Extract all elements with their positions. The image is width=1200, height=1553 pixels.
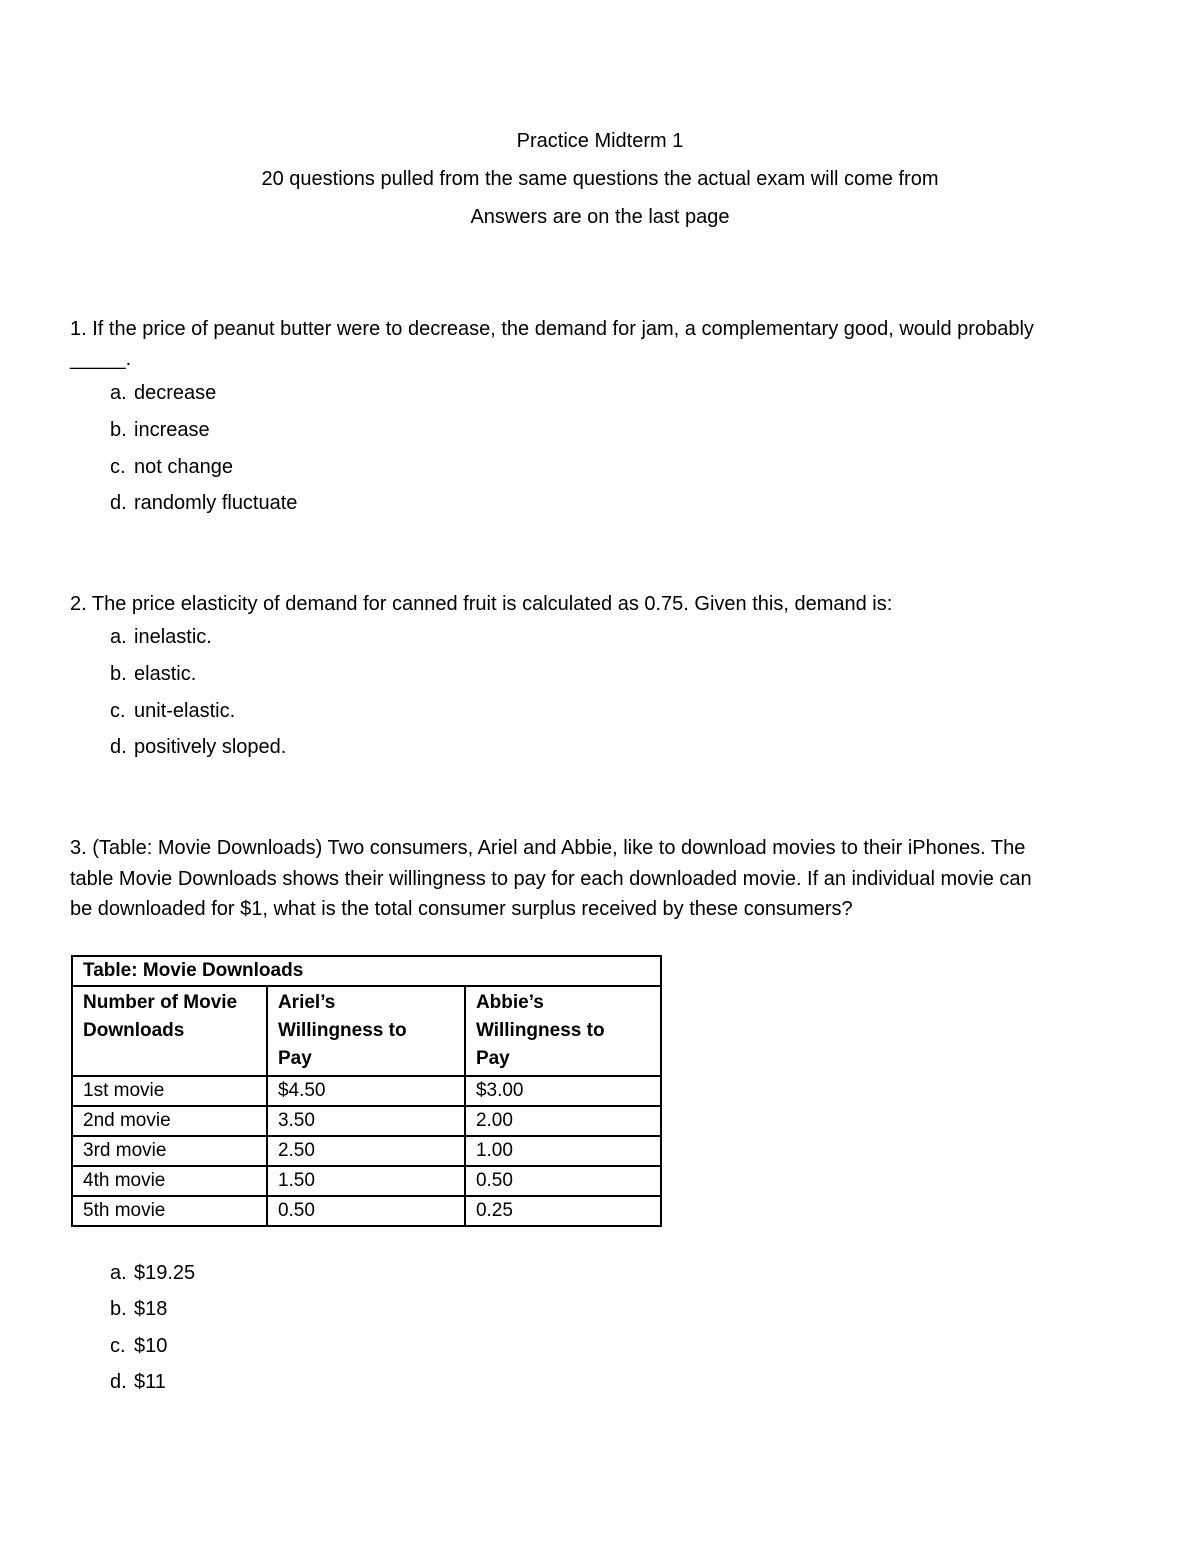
table-header-row xyxy=(72,986,661,1076)
answer-option xyxy=(110,1260,195,1286)
question-text-line: 3. (Table: Movie Downloads) Two consumers, Ariel and Abbie, like to download movies to their iPhones. The xyxy=(70,837,1026,859)
column-header-ariel xyxy=(267,986,465,1076)
option-letter: d. xyxy=(110,736,127,758)
header-line: Downloads xyxy=(83,1020,185,1041)
table-row xyxy=(72,1136,661,1166)
option-text: $11 xyxy=(134,1371,166,1393)
table-cell: $4.50 xyxy=(267,1076,465,1106)
header-line: Ariel’s xyxy=(277,992,336,1013)
table-cell: 1.50 xyxy=(267,1166,465,1196)
header-line: Number of Movie xyxy=(83,992,238,1013)
option-letter: b. xyxy=(110,419,127,441)
option-text: increase xyxy=(134,419,210,441)
table-cell: 3rd movie xyxy=(72,1136,267,1166)
answer-option xyxy=(110,624,212,650)
option-letter: b. xyxy=(110,1298,127,1320)
answer-option xyxy=(110,417,210,443)
option-letter: d. xyxy=(110,1371,127,1393)
table-row xyxy=(72,1196,661,1226)
answer-option xyxy=(110,490,297,516)
question-text-line: table Movie Downloads shows their willingness to pay for each downloaded movie. If an individual movie can xyxy=(70,868,1032,890)
header-line: Abbie’s xyxy=(475,992,544,1013)
table-cell: 1st movie xyxy=(72,1076,267,1106)
option-text: inelastic. xyxy=(134,626,212,648)
table-title: Table: Movie Downloads xyxy=(72,956,661,986)
option-letter: a. xyxy=(110,1262,127,1284)
question-text-line: be downloaded for $1, what is the total consumer surplus received by these consumers? xyxy=(70,898,853,920)
table-cell: 2.50 xyxy=(267,1136,465,1166)
answer-option xyxy=(110,454,233,480)
option-letter: a. xyxy=(110,626,127,648)
table-row xyxy=(72,1076,661,1106)
option-letter: a. xyxy=(110,382,127,404)
question-text-line: 1. If the price of peanut butter were to decrease, the demand for jam, a complementary good, would probably xyxy=(70,318,1034,340)
movie-downloads-table xyxy=(71,955,662,1227)
table-cell: $3.00 xyxy=(465,1076,661,1106)
option-letter: c. xyxy=(110,700,126,722)
table-cell: 3.50 xyxy=(267,1106,465,1136)
option-letter: c. xyxy=(110,456,126,478)
table-cell: 5th movie xyxy=(72,1196,267,1226)
answer-option xyxy=(110,734,286,760)
option-letter: b. xyxy=(110,663,127,685)
question-text-line: 2. The price elasticity of demand for canned fruit is calculated as 0.75. Given this, demand is: xyxy=(70,593,893,615)
option-text: randomly fluctuate xyxy=(134,492,298,514)
option-text: decrease xyxy=(134,382,217,404)
table-row xyxy=(72,1106,661,1136)
table-cell: 2nd movie xyxy=(72,1106,267,1136)
option-text: positively sloped. xyxy=(134,736,287,758)
header-line: Pay xyxy=(277,1048,312,1069)
table-title-row xyxy=(72,956,661,986)
answer-option xyxy=(110,380,216,406)
answer-option xyxy=(110,698,235,724)
answer-option xyxy=(110,1333,167,1359)
column-header-downloads xyxy=(72,986,267,1076)
table-cell: 2.00 xyxy=(465,1106,661,1136)
answer-option xyxy=(110,1296,167,1322)
option-text: not change xyxy=(134,456,233,478)
table-cell: 0.50 xyxy=(465,1166,661,1196)
answer-option xyxy=(110,661,196,687)
answers-note: Answers are on the last page xyxy=(470,206,730,228)
table-row xyxy=(72,1166,661,1196)
table-cell: 4th movie xyxy=(72,1166,267,1196)
table-cell: 0.50 xyxy=(267,1196,465,1226)
header-line: Willingness to xyxy=(277,1020,407,1041)
option-text: $19.25 xyxy=(134,1262,196,1284)
option-text: elastic. xyxy=(134,663,197,685)
page-subtitle: 20 questions pulled from the same questions the actual exam will come from xyxy=(261,168,939,190)
table-cell: 1.00 xyxy=(465,1136,661,1166)
page-title: Practice Midterm 1 xyxy=(516,130,684,152)
option-letter: c. xyxy=(110,1335,126,1357)
option-letter: d. xyxy=(110,492,127,514)
header-line: Willingness to xyxy=(475,1020,605,1041)
option-text: unit-elastic. xyxy=(134,700,236,722)
question-text-line: _____. xyxy=(70,348,132,370)
option-text: $18 xyxy=(134,1298,168,1320)
option-text: $10 xyxy=(134,1335,168,1357)
answer-option xyxy=(110,1369,166,1395)
header-line: Pay xyxy=(475,1048,510,1069)
column-header-abbie xyxy=(465,986,661,1076)
table-cell: 0.25 xyxy=(465,1196,661,1226)
